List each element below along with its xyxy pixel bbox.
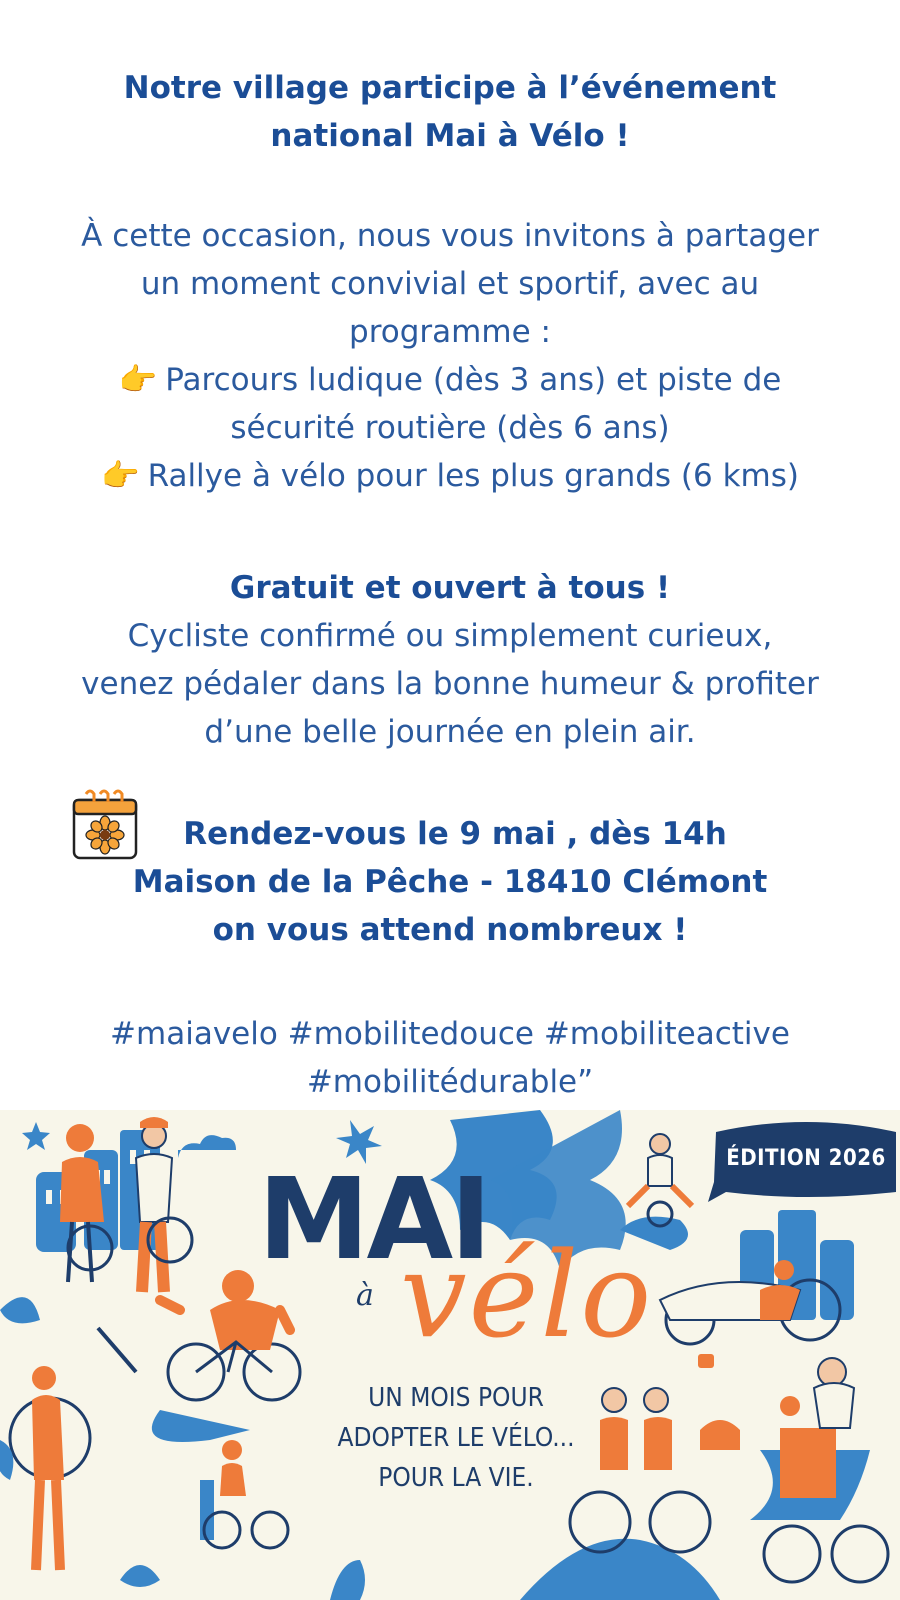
intro-line-1: À cette occasion, nous vous invitons à partager — [81, 218, 819, 254]
cargo-bike-illustration — [750, 1358, 888, 1582]
heading — [0, 64, 900, 160]
hashtags — [0, 1010, 900, 1106]
mai-a-velo-poster — [0, 1110, 900, 1600]
heading-line-2: national Mai à Vélo ! — [270, 118, 630, 154]
free-paragraph — [0, 564, 900, 756]
intro-paragraph — [0, 212, 900, 500]
pointing-hand-icon: 👉 — [118, 362, 158, 398]
intro-line-3: programme : — [349, 314, 551, 350]
pointing-hand-icon: 👉 — [100, 458, 140, 494]
rendezvous-date: Rendez-vous le 9 mai , dès 14h — [183, 816, 727, 852]
free-line-3: d’une belle journée en plein air. — [204, 714, 696, 750]
free-title: Gratuit et ouvert à tous ! — [229, 570, 671, 606]
edition-label: ÉDITION 2026 — [726, 1146, 886, 1171]
program-item-1 — [0, 356, 900, 404]
poster-title-a: à — [356, 1278, 374, 1313]
free-line-2: venez pédaler dans la bonne humeur & profiter — [81, 666, 819, 702]
slogan-line-1: UN MOIS POUR — [368, 1383, 544, 1413]
free-line-1: Cycliste confirmé ou simplement curieux, — [127, 618, 773, 654]
cyclist-illustration — [152, 1270, 300, 1442]
edition-badge — [0, 1110, 186, 1182]
program-item-1-text: Parcours ludique (dès 3 ans) et piste de — [165, 362, 782, 398]
slogan-line-2: ADOPTER LE VÉLO... — [337, 1423, 575, 1453]
rendezvous-place: Maison de la Pêche - 18410 Clémont — [132, 864, 768, 900]
hashtags-line-1: #maiavelo #mobilitedouce #mobiliteactive — [110, 1016, 790, 1052]
poster-slogan — [336, 1378, 576, 1498]
intro-line-2: un moment convivial et sportif, avec au — [140, 266, 760, 302]
program-item-1-cont: sécurité routière (dès 6 ans) — [230, 410, 670, 446]
poster-title-velo: vélo — [400, 1226, 654, 1364]
hashtags-line-2: #mobilitédurable” — [306, 1064, 594, 1100]
poster-title-mai: MAI — [258, 1155, 489, 1285]
slogan-line-3: POUR LA VIE. — [378, 1463, 534, 1493]
woman-with-hoop-illustration — [10, 1366, 90, 1570]
program-item-2-text: Rallye à vélo pour les plus grands (6 kms) — [147, 458, 799, 494]
child-cyclist-illustration — [204, 1440, 288, 1548]
rendezvous-invite: on vous attend nombreux ! — [212, 912, 688, 948]
program-item-2 — [0, 452, 900, 500]
heading-line-1: Notre village participe à l’événement — [123, 70, 777, 106]
rendezvous-block — [0, 810, 900, 954]
